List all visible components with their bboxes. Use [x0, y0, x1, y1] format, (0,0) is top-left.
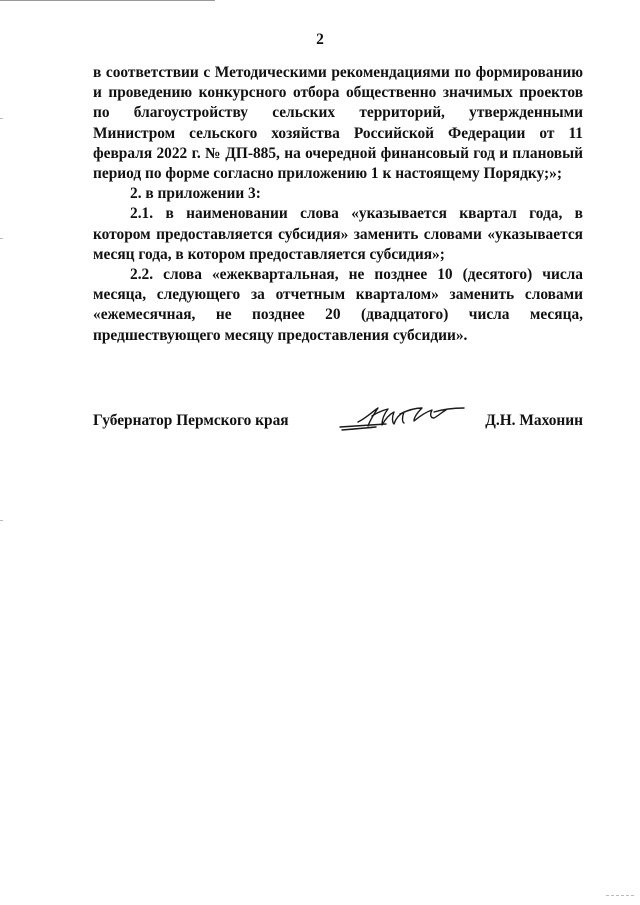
document-body — [93, 63, 583, 346]
page-top-rule — [0, 0, 215, 1]
scan-edge-mark — [0, 238, 3, 239]
page-number: 2 — [316, 31, 324, 48]
paragraph-item-2-2: 2.2. слова «ежеквартальная, не позднее 10 (десятого) числа месяца, следующего за отчетным кварталом» заменить словами «ежемесячная, не позднее 20 (двадцатого) числа месяца, предшествующего месяцу предоставления субсидии». — [93, 266, 583, 344]
signer-name: Д.Н. Махонин — [485, 412, 583, 429]
scan-edge-mark — [606, 895, 634, 897]
paragraph-item-2: 2. в приложении 3: — [130, 185, 261, 203]
paragraph-item-2-1: 2.1. в наименовании слова «указывается квартал года, в котором предоставляется субсидия» заменить словами «указывается месяц года, в котором предоставляется субсидия»; — [93, 205, 583, 263]
scan-edge-mark — [0, 118, 3, 119]
signature-block — [93, 400, 583, 440]
handwritten-signature — [338, 400, 468, 436]
scan-edge-mark — [0, 520, 3, 521]
signer-title: Губернатор Пермского края — [93, 412, 289, 429]
paragraph-continuation: в соответствии с Методическими рекомендациями по формированию и проведению конкурсного отбора общественно значимых проектов по благоустройству сельских территорий, утвержденными Министром сельского хозяйства Российской Федерации от 11 февраля 2022 г. № ДП-885, на очередной финансовый год и плановый период по форме согласно приложению 1 к настоящему Порядку;»; — [93, 64, 583, 183]
